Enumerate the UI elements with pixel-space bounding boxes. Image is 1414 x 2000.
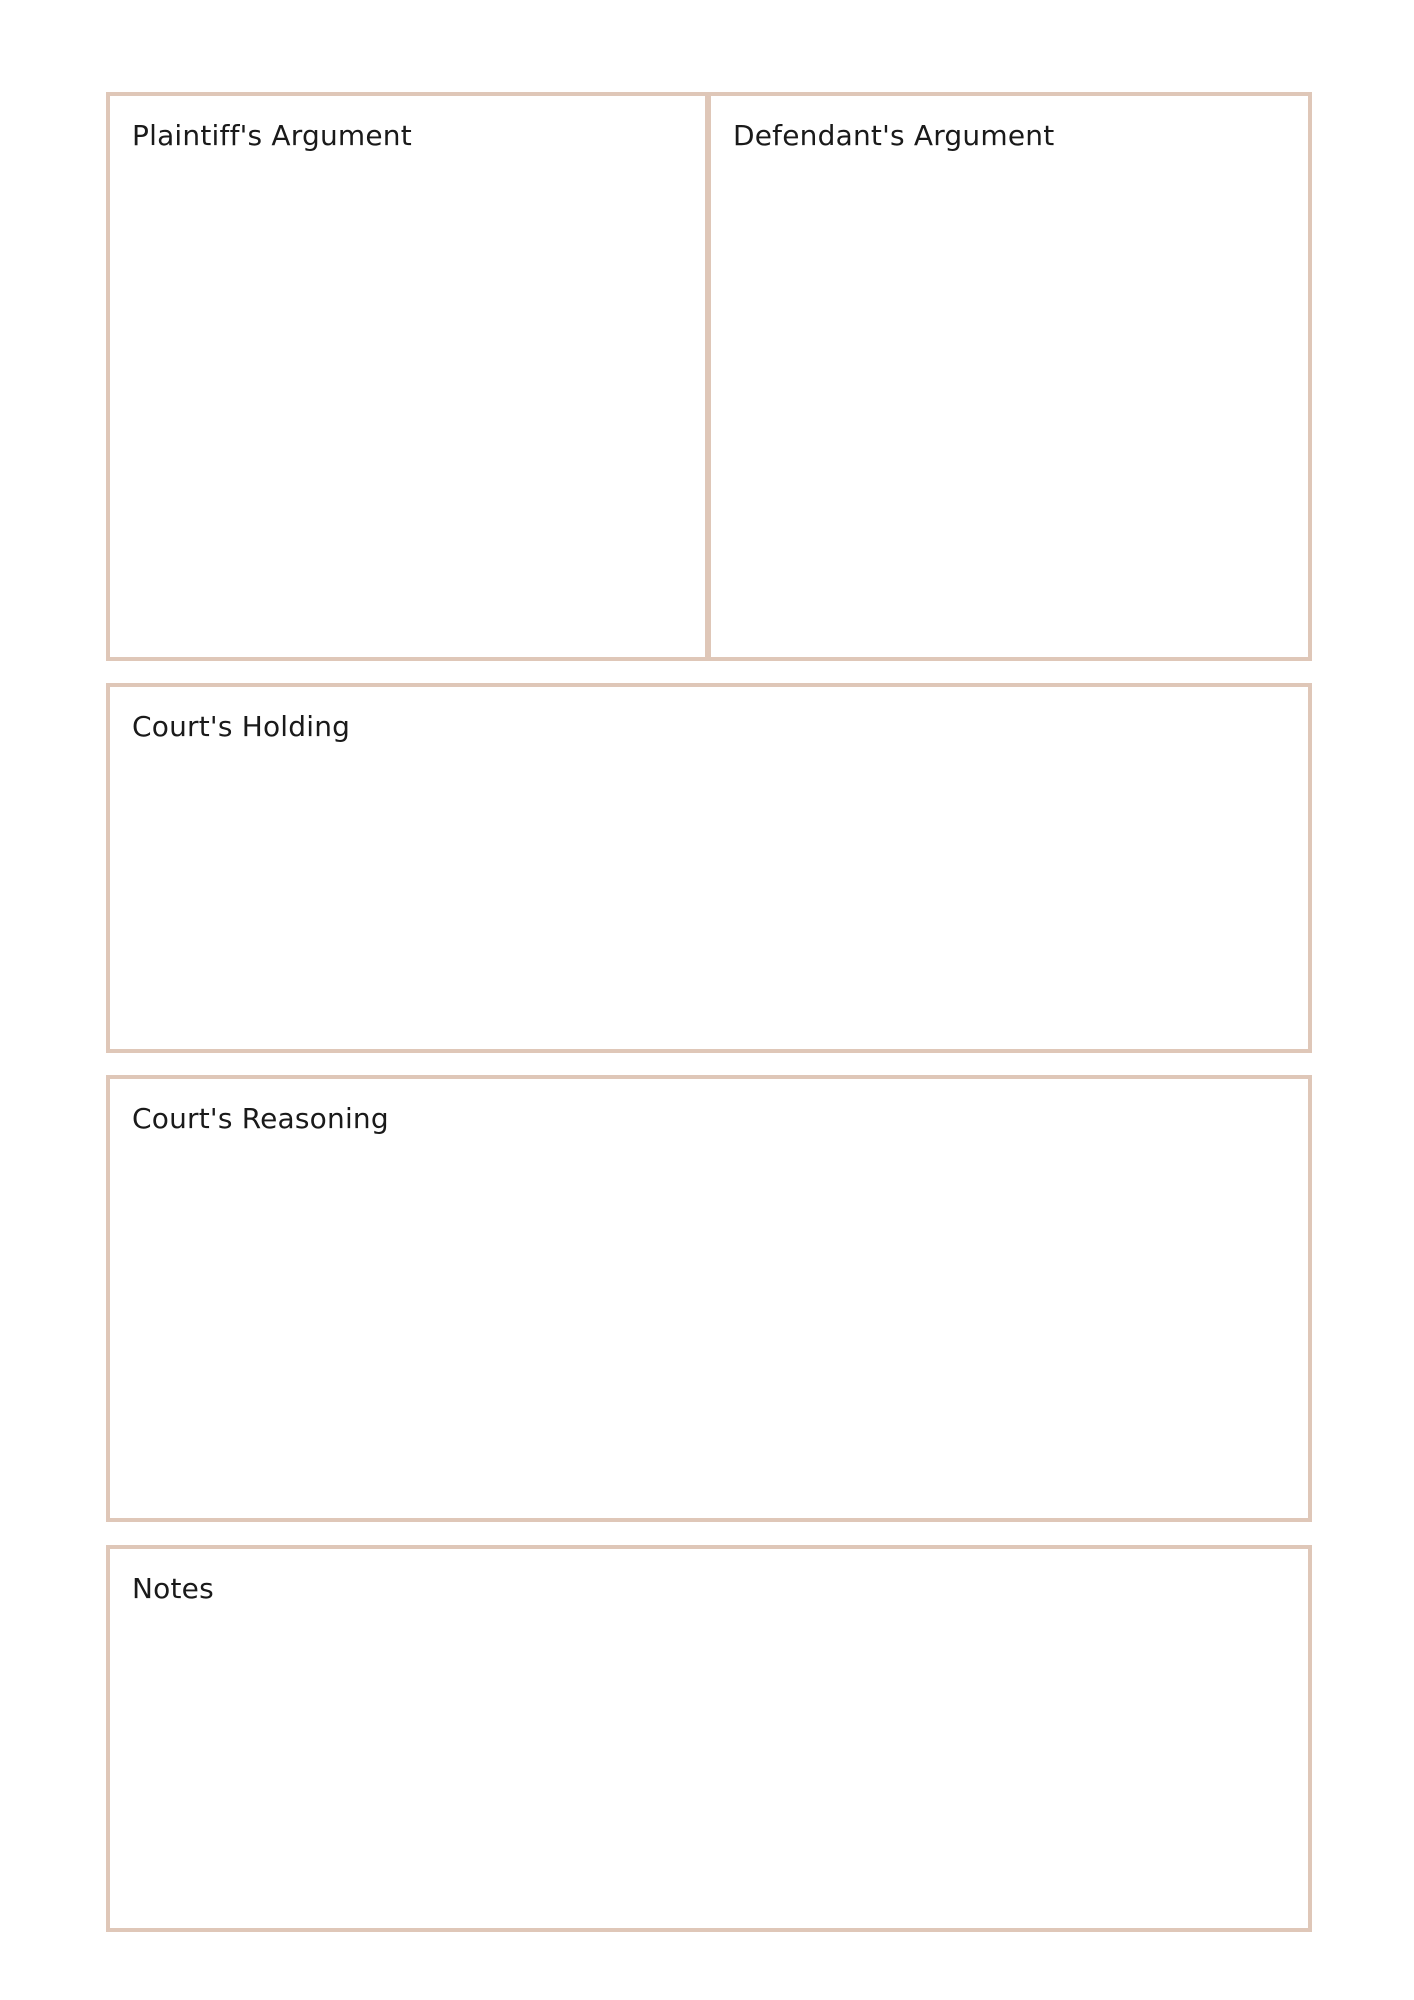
court-reasoning-label: Court's Reasoning [132, 1102, 389, 1135]
notes-label: Notes [132, 1572, 214, 1605]
defendant-argument-label: Defendant's Argument [733, 119, 1055, 152]
court-holding-label: Court's Holding [132, 710, 351, 743]
plaintiff-argument-label: Plaintiff's Argument [132, 119, 412, 152]
court-reasoning-box[interactable] [106, 1075, 1312, 1522]
notes-box[interactable] [106, 1545, 1312, 1932]
plaintiff-argument-box[interactable] [106, 92, 709, 661]
defendant-argument-box[interactable] [707, 92, 1312, 661]
court-holding-box[interactable] [106, 683, 1312, 1053]
